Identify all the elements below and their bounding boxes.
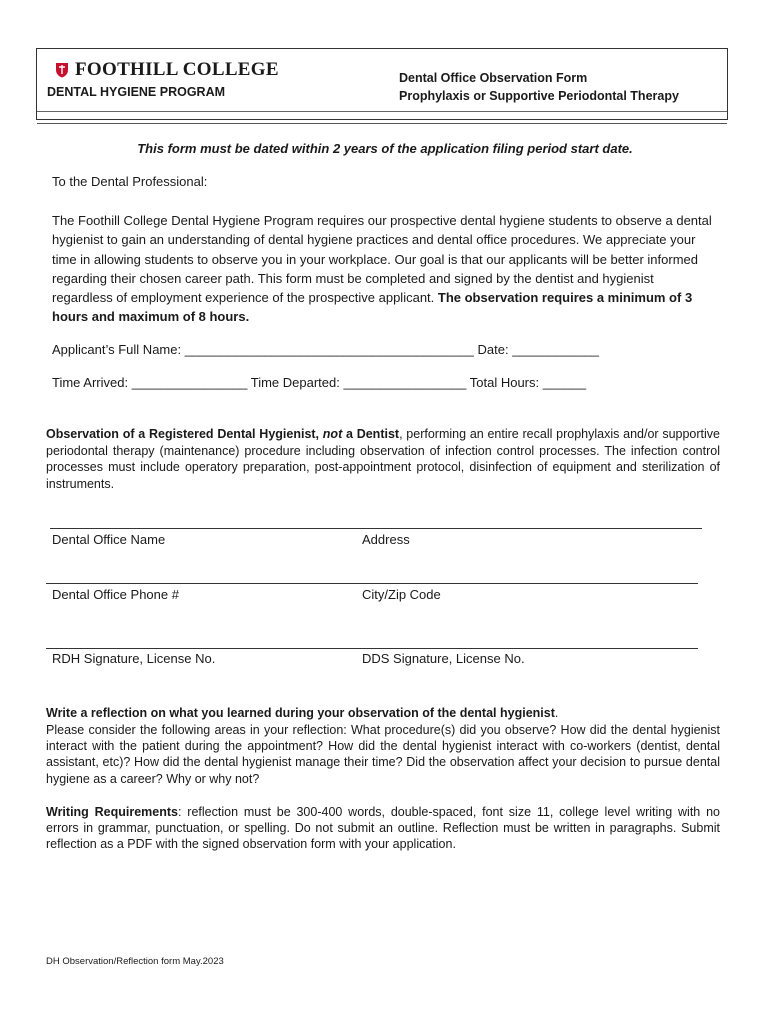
reflection-heading-text: Write a reflection on what you learned during your observation of the dental hygienist — [46, 706, 555, 720]
obs-bold-b: a Dentist — [342, 427, 400, 441]
greeting: To the Dental Professional: — [52, 174, 208, 189]
header-divider — [37, 111, 727, 112]
req-label: Writing Requirements — [46, 805, 178, 819]
observation-paragraph — [46, 426, 720, 492]
header-box — [36, 48, 728, 120]
date-notice: This form must be dated within 2 years of the application filing period start date. — [137, 141, 633, 156]
form-title-line2: Prophylaxis or Supportive Periodontal Therapy — [399, 89, 679, 103]
logo-text: FOOTHILL COLLEGE — [75, 59, 279, 80]
time-line[interactable]: Time Arrived: ________________ Time Departed: _________________ Total Hours: ______ — [52, 375, 587, 390]
obs-bold-a: Observation of a Registered Dental Hygienist, — [46, 427, 323, 441]
phone-line[interactable] — [46, 583, 698, 584]
office-name-line[interactable] — [50, 528, 702, 529]
intro-text: The Foothill College Dental Hygiene Program requires our prospective dental hygiene students to observe a dental hygienist to gain an understanding of dental hygiene practices and dental office procedures. We appreciate your time in allowing students to observe you in your workplace. Our goal is that our applicants will be better informed regarding their chosen career path. This form must be completed and signed by the dentist and hygienist regardless of employment experience of the prospective applicant. — [52, 213, 712, 306]
reflection-body: Please consider the following areas in your reflection: What procedure(s) did you observe? How did the dental hygienist interact with the patient during the appointment? How did the dental hygienist interact with co-workers (dentist, dental assistant, etc)? How did the dental hygienist manage their time? Did the observation affect your decision to pursue dental hygiene as a career? Why or why not? — [46, 723, 720, 786]
shield-icon — [55, 62, 69, 78]
writing-requirements — [46, 804, 720, 853]
reflection-heading: Write a reflection on what you learned during your observation of the dental hygienist. — [46, 706, 559, 720]
applicant-date-line[interactable]: Applicant’s Full Name: ________________________________________ Date: ____________ — [52, 342, 599, 357]
obs-italic: not — [322, 427, 343, 441]
city-zip-label: City/Zip Code — [362, 587, 441, 602]
dds-signature-label: DDS Signature, License No. — [362, 651, 525, 666]
intro-paragraph — [52, 211, 716, 327]
program-name: DENTAL HYGIENE PROGRAM — [47, 85, 226, 99]
form-title — [399, 69, 679, 105]
rdh-signature-label: RDH Signature, License No. — [52, 651, 216, 666]
office-name-label: Dental Office Name — [52, 532, 166, 547]
form-title-line1: Dental Office Observation Form — [399, 71, 588, 85]
footer: DH Observation/Reflection form May.2023 — [46, 956, 224, 967]
address-label: Address — [362, 532, 410, 547]
signature-line[interactable] — [46, 648, 698, 649]
req-text: : reflection must be 300-400 words, double-spaced, font size 11, college level writing with no errors in grammar, punctuation, or spelling. Do not submit an outline. Reflection must be written in paragraphs. Submit reflection as a PDF with the signed observation form with your application. — [46, 805, 720, 852]
college-logo — [55, 59, 279, 81]
obs-rest: , performing an entire recall prophylaxis and/or supportive periodontal therapy (maintenance) procedure including observation of infection control processes. The infection control processes must include operatory preparation, post-appointment protocol, disinfection of equipment and sterilization of instruments. — [46, 427, 720, 491]
intro-bold: The observation requires a minimum of 3 hours and maximum of 8 hours. — [52, 290, 693, 325]
phone-label: Dental Office Phone # — [52, 587, 179, 602]
